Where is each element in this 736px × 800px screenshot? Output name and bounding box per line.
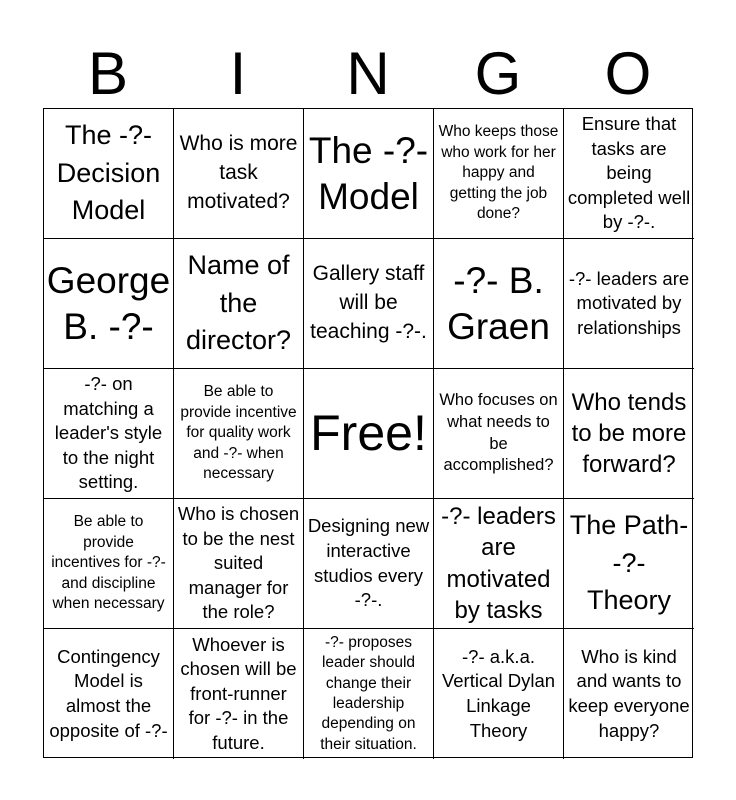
bingo-cell-text: Who is kind and wants to keep everyone happy? [568, 645, 690, 741]
bingo-cell-text: -?- proposes leader should change their leadership depending on their situation. [320, 633, 417, 753]
bingo-cell[interactable] [564, 369, 694, 499]
header-letter-o: O [604, 40, 652, 107]
bingo-cell-text: -?- leaders are motivated by tasks [441, 503, 556, 624]
header-letter-b: B [87, 40, 129, 107]
bingo-cell[interactable] [564, 109, 694, 239]
bingo-card-grid [43, 108, 693, 758]
bingo-cell-text: Whoever is chosen will be front-runner for -?- in the future. [180, 633, 297, 753]
bingo-cell-text: Who is more task motivated? [179, 132, 298, 213]
bingo-cell-text: Name of the director? [185, 249, 292, 356]
bingo-cell[interactable] [434, 239, 564, 369]
bingo-cell-text: Who tends to be more forward? [571, 388, 687, 479]
bingo-cell-text: The -?- Model [308, 130, 429, 217]
bingo-cell[interactable] [44, 109, 174, 239]
bingo-cell[interactable] [564, 629, 694, 759]
bingo-cell[interactable] [434, 629, 564, 759]
bingo-cell[interactable] [174, 499, 304, 629]
header-letter-n: N [346, 40, 390, 107]
bingo-cell[interactable] [44, 369, 174, 499]
bingo-cell[interactable] [44, 499, 174, 629]
bingo-cell[interactable] [174, 239, 304, 369]
bingo-cell-text: The -?- Decision Model [56, 119, 161, 226]
bingo-cell[interactable] [304, 239, 434, 369]
bingo-cell[interactable] [434, 109, 564, 239]
bingo-cell-text: George B. -?- [46, 260, 171, 347]
bingo-cell-text: -?- leaders are motivated by relationships [568, 267, 690, 338]
bingo-cell[interactable] [304, 499, 434, 629]
bingo-cell-text: Gallery staff will be teaching -?-. [310, 262, 427, 343]
bingo-cell[interactable] [44, 239, 174, 369]
bingo-cell[interactable] [174, 369, 304, 499]
bingo-cell-text: Ensure that tasks are being completed well by -?-. [567, 113, 691, 233]
bingo-header [43, 40, 693, 108]
bingo-cell[interactable] [434, 499, 564, 629]
bingo-cell-text: Be able to provide incentive for quality work and -?- when necessary [180, 383, 297, 483]
bingo-cell-text: Be able to provide incentives for -?- and discipline when necessary [51, 513, 166, 613]
bingo-cell-text: Who focuses on what needs to be accomplished? [439, 390, 558, 475]
bingo-free-cell[interactable] [304, 369, 434, 499]
bingo-cell[interactable] [564, 239, 694, 369]
bingo-cell-text: Designing new interactive studios every -?-. [307, 515, 430, 611]
bingo-cell-text: Contingency Model is almost the opposite of -?- [49, 645, 168, 741]
bingo-cell-text: Who is chosen to be the nest suited manager for the role? [177, 503, 300, 623]
bingo-cell-text: Who keeps those who work for her happy and getting the job done? [438, 123, 559, 223]
free-space-label: Free! [310, 405, 427, 461]
bingo-cell[interactable] [564, 499, 694, 629]
header-letter-g: G [474, 40, 522, 107]
bingo-cell-text: -?- on matching a leader's style to the night setting. [54, 373, 163, 493]
bingo-cell-text: -?- a.k.a. Vertical Dylan Linkage Theory [441, 645, 556, 741]
bingo-cell[interactable] [434, 369, 564, 499]
bingo-cell[interactable] [174, 629, 304, 759]
bingo-cell-text: The Path- -?- Theory [569, 509, 689, 616]
bingo-cell[interactable] [174, 109, 304, 239]
bingo-cell[interactable] [304, 629, 434, 759]
header-letter-i: I [229, 40, 247, 107]
bingo-cell[interactable] [304, 109, 434, 239]
bingo-cell[interactable] [44, 629, 174, 759]
bingo-cell-text: -?- B. Graen [447, 260, 550, 347]
